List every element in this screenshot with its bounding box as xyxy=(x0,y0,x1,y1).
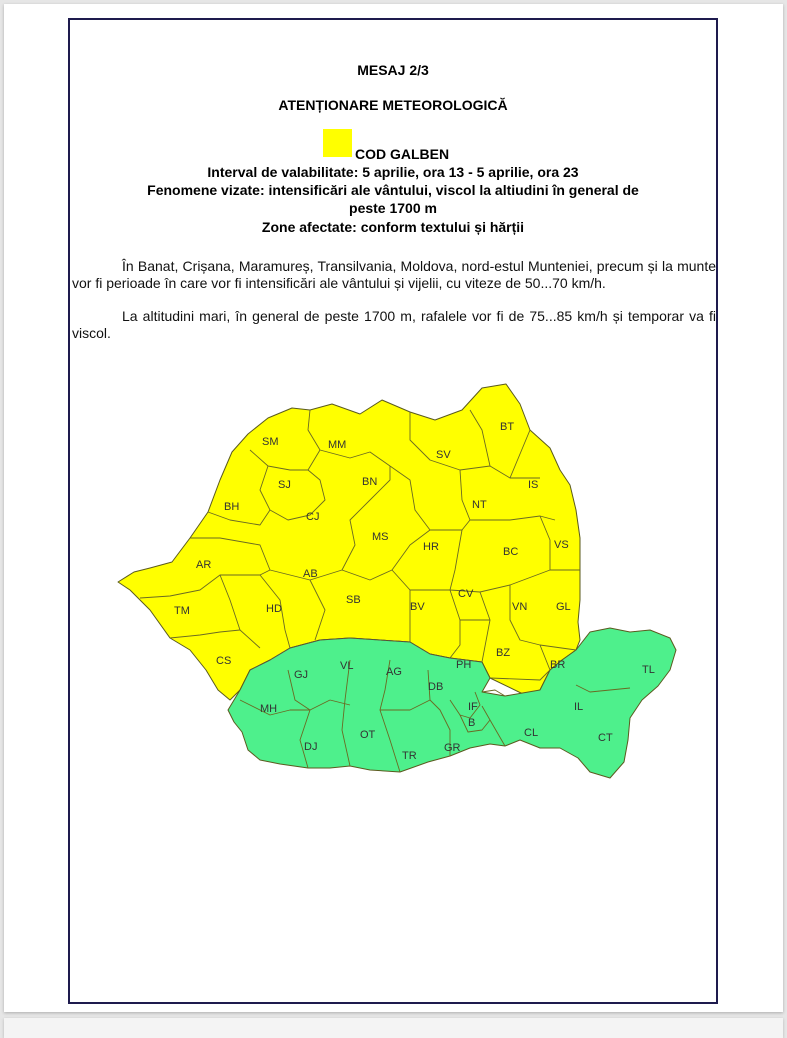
county-label-BV: BV xyxy=(410,601,425,613)
county-label-MS: MS xyxy=(372,531,389,543)
county-label-HD: HD xyxy=(266,603,282,615)
county-label-TR: TR xyxy=(402,750,417,762)
next-page-edge xyxy=(4,1018,783,1038)
county-label-PH: PH xyxy=(456,659,472,671)
county-label-AB: AB xyxy=(303,568,318,580)
county-label-BT: BT xyxy=(500,421,515,433)
message-number: MESAJ 2/3 xyxy=(357,62,429,78)
county-label-CJ: CJ xyxy=(306,511,320,523)
county-label-VS: VS xyxy=(554,539,569,551)
code-label: COD GALBEN xyxy=(355,146,450,162)
document-frame xyxy=(68,18,718,1004)
county-label-SJ: SJ xyxy=(278,479,291,491)
county-label-CT: CT xyxy=(598,732,613,744)
county-label-MM: MM xyxy=(328,439,347,451)
county-label-MH: MH xyxy=(260,703,278,715)
document-page xyxy=(4,4,783,1012)
county-label-AR: AR xyxy=(196,559,212,571)
county-label-SB: SB xyxy=(346,594,361,606)
county-label-AG: AG xyxy=(386,666,402,678)
county-label-GR: GR xyxy=(444,742,461,754)
county-label-OT: OT xyxy=(360,729,376,741)
county-label-VL: VL xyxy=(340,660,354,672)
phenomena-line-2: peste 1700 m xyxy=(349,200,437,216)
county-label-IS: IS xyxy=(528,479,539,491)
county-label-SM: SM xyxy=(262,436,279,448)
county-label-TM: TM xyxy=(174,605,190,617)
county-label-BH: BH xyxy=(224,501,240,513)
romania-warning-map xyxy=(110,370,690,790)
county-label-IF: IF xyxy=(468,701,478,713)
county-label-BZ: BZ xyxy=(496,647,511,659)
county-label-DJ: DJ xyxy=(304,741,318,753)
county-label-BC: BC xyxy=(503,546,519,558)
phenomena-line-1: Fenomene vizate: intensificări ale vântului, viscol la altiudini în general de xyxy=(147,182,639,198)
county-label-B: B xyxy=(468,717,476,729)
validity-interval: Interval de valabilitate: 5 aprilie, ora 13 - 5 aprilie, ora 23 xyxy=(207,164,579,180)
county-label-IL: IL xyxy=(574,701,584,713)
county-label-DB: DB xyxy=(428,681,444,693)
county-label-SV: SV xyxy=(436,449,451,461)
paragraph-1: În Banat, Crișana, Maramureș, Transilvania, Moldova, nord-estul Munteniei, precum și la munte vor fi perioade în care vor fi intensificări ale vântului și vijelii, cu viteze de 50...70 km/h. xyxy=(72,258,716,291)
county-label-CL: CL xyxy=(524,727,539,739)
affected-zones: Zone afectate: conform textului și hărții xyxy=(261,219,525,235)
county-label-GJ: GJ xyxy=(294,669,309,681)
county-label-CV: CV xyxy=(458,588,474,600)
county-label-GL: GL xyxy=(556,601,571,613)
county-label-BR: BR xyxy=(550,659,566,671)
warning-title: ATENȚIONARE METEOROLOGICĂ xyxy=(278,97,508,113)
county-label-HR: HR xyxy=(423,541,439,553)
county-label-BN: BN xyxy=(362,476,378,488)
county-label-CS: CS xyxy=(216,655,232,667)
county-label-NT: NT xyxy=(472,499,487,511)
paragraph-2: La altitudini mari, în general de peste 1700 m, rafalele vor fi de 75...85 km/h și temporar va fi viscol. xyxy=(72,308,716,341)
code-color-swatch xyxy=(323,129,352,157)
county-label-VN: VN xyxy=(512,601,528,613)
county-label-TL: TL xyxy=(642,664,655,676)
